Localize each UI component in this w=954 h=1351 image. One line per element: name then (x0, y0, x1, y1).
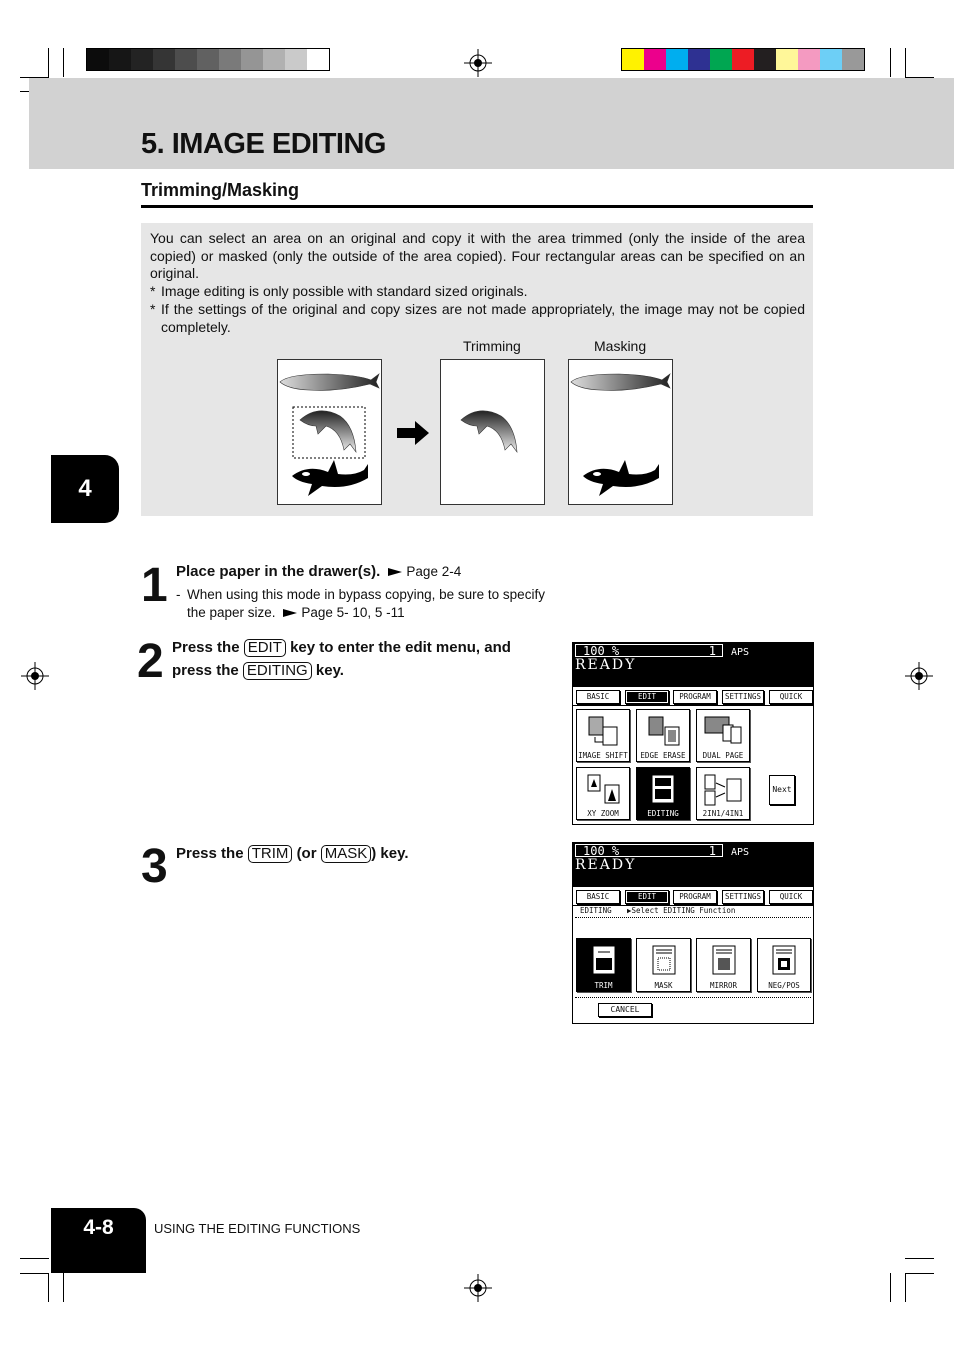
screen-tab-bar (573, 687, 813, 706)
tab-quick[interactable]: QUICK (769, 890, 813, 904)
section-subtitle: Trimming/Masking (141, 180, 300, 200)
tab-edit[interactable]: EDIT (625, 690, 669, 704)
right-arrow-icon (397, 421, 431, 445)
mirror-button[interactable] (696, 938, 751, 992)
button-label: MASK (654, 981, 673, 990)
tab-basic[interactable]: BASIC (576, 890, 620, 904)
calibration-swatch (754, 49, 776, 70)
mask-button[interactable] (636, 938, 691, 992)
breadcrumb: EDITING (580, 906, 612, 915)
calibration-swatch (820, 49, 842, 70)
calibration-swatch (87, 49, 109, 70)
zoom-percent: 100 % 1 (575, 844, 723, 857)
button-label: XY ZOOM (587, 809, 619, 818)
button-label: TRIM (594, 981, 613, 990)
dual-page-button[interactable] (696, 709, 750, 762)
button-label: 2IN1/4IN1 (702, 809, 744, 818)
breadcrumb-hint: ▶Select EDITING Function (627, 906, 736, 915)
intro-paragraph: You can select an area on an original and copy it with the area trimmed (only the inside of the area copied) or masked (only the outside of the area copied). Four rectangular areas can be specified on an original. (150, 230, 805, 281)
button-label: NEG/POS (768, 981, 800, 990)
editing-key-label: EDITING (243, 662, 312, 680)
note-standard-sizes: Image editing is only possible with standard sized originals. (161, 283, 528, 299)
button-label: DUAL PAGE (702, 751, 744, 760)
intro-box (141, 223, 813, 516)
crop-mark (48, 1273, 49, 1302)
crop-mark (20, 1258, 49, 1259)
page-ref-arrow-icon (283, 609, 297, 617)
2in1-4in1-icon (703, 773, 743, 807)
page-number: 4-8 (51, 1208, 146, 1273)
step-number: 3 (141, 840, 166, 893)
label-masking: Masking (594, 338, 647, 354)
dual-page-icon (703, 715, 743, 749)
calibration-swatch (688, 49, 710, 70)
masked-page-illustration (568, 359, 673, 505)
registration-mark-icon (905, 662, 933, 690)
tab-settings[interactable]: SETTINGS (722, 690, 764, 704)
step3-instruction (176, 842, 409, 865)
edge-erase-icon (645, 715, 681, 749)
calibration-swatch (776, 49, 798, 70)
crop-mark (20, 1273, 49, 1274)
label-trimming: Trimming (463, 338, 521, 354)
original-page-illustration (277, 359, 382, 505)
step1-page-ref[interactable]: Page 2-4 (406, 564, 462, 579)
step2-text: key. (315, 662, 344, 679)
note-mark: * (150, 283, 156, 299)
copy-quantity: 1 (708, 644, 716, 658)
crop-mark (905, 1258, 934, 1259)
step3-text: ) key. (371, 845, 409, 862)
step1-text: Place paper in the drawer(s). (176, 563, 381, 580)
step1-dash: - (176, 587, 181, 602)
calibration-swatch (842, 49, 864, 70)
color-calibration-bar (621, 48, 865, 71)
calibration-swatch (241, 49, 263, 70)
calibration-swatch (307, 49, 329, 70)
crop-mark (890, 1273, 891, 1302)
edit-menu-screen (572, 642, 814, 825)
calibration-swatch (131, 49, 153, 70)
crop-mark (890, 48, 891, 77)
calibration-swatch (798, 49, 820, 70)
step3-text: Press the (176, 845, 244, 862)
step2-text: Press the (172, 639, 240, 656)
screen-status-bar (573, 643, 813, 687)
aps-indicator: APS (731, 647, 750, 658)
editing-icon (645, 773, 681, 807)
section-rule (141, 205, 813, 208)
calibration-swatch (285, 49, 307, 70)
neg-pos-button[interactable] (757, 938, 811, 992)
tab-settings[interactable]: SETTINGS (722, 890, 764, 904)
next-page-button[interactable]: Next (769, 775, 795, 805)
xy-zoom-icon (585, 773, 621, 807)
step-number: 2 (137, 635, 162, 688)
divider (575, 917, 811, 918)
registration-mark-icon (21, 662, 49, 690)
step2-text: key to enter the edit menu, and (290, 639, 511, 656)
page-ref-arrow-icon (388, 568, 402, 576)
calibration-swatch (622, 49, 644, 70)
step1-subtext: the paper size. (187, 605, 276, 620)
registration-mark-icon (464, 49, 492, 77)
screen-status-bar (573, 843, 813, 887)
xy-zoom-button[interactable] (576, 767, 630, 820)
edge-erase-button[interactable] (636, 709, 690, 762)
calibration-swatch (263, 49, 285, 70)
trim-key-label: TRIM (248, 845, 293, 863)
crop-mark (63, 48, 64, 77)
button-label: EDGE ERASE (640, 751, 686, 760)
calibration-swatch (219, 49, 241, 70)
button-label: MIRROR (709, 981, 738, 990)
step1-instruction (176, 560, 461, 583)
page-title: 5. IMAGE EDITING (141, 128, 386, 160)
image-shift-icon (585, 715, 621, 749)
note-mark: * (150, 301, 156, 317)
crop-mark (905, 1273, 934, 1274)
crop-mark (48, 48, 49, 77)
tab-program[interactable]: PROGRAM (673, 890, 717, 904)
mirror-icon (706, 944, 742, 978)
aps-indicator: APS (731, 847, 750, 858)
neg-pos-icon (766, 944, 802, 978)
editing-function-screen (572, 842, 814, 1024)
step1-subtext-line1: When using this mode in bypass copying, be sure to specify (187, 587, 545, 602)
step1-sub-page-ref[interactable]: Page 5- 10, 5 -11 (301, 605, 405, 620)
editing-button[interactable] (636, 767, 690, 820)
step-number: 1 (141, 559, 166, 612)
calibration-swatch (732, 49, 754, 70)
zoom-percent: 100 % 1 (575, 644, 723, 657)
calibration-swatch (710, 49, 732, 70)
2in1-4in1-button[interactable] (696, 767, 750, 820)
step2-instruction (172, 636, 552, 682)
footer-section-title: USING THE EDITING FUNCTIONS (154, 1221, 361, 1236)
note-copy-sizes: If the settings of the original and copy sizes are not made appropriately, the image may not be copied completely. (161, 301, 805, 335)
tab-program[interactable]: PROGRAM (673, 690, 717, 704)
trim-button[interactable] (576, 938, 631, 992)
calibration-swatch (197, 49, 219, 70)
registration-mark-icon (464, 1274, 492, 1302)
chapter-tab: 4 (51, 455, 119, 523)
tab-edit[interactable]: EDIT (625, 890, 669, 904)
crop-mark (63, 1273, 64, 1302)
button-label: IMAGE SHIFT (578, 751, 628, 760)
crop-mark (905, 1273, 906, 1302)
screen-tab-bar (573, 887, 813, 906)
button-label: EDITING (647, 809, 679, 818)
tab-quick[interactable]: QUICK (769, 690, 813, 704)
crop-mark (905, 48, 906, 77)
step2-text: press the (172, 662, 239, 679)
calibration-swatch (175, 49, 197, 70)
trim-icon (586, 944, 622, 978)
calibration-swatch (644, 49, 666, 70)
calibration-swatch (109, 49, 131, 70)
calibration-swatch (153, 49, 175, 70)
ready-status: READY (575, 857, 637, 873)
step3-text: (or (296, 845, 317, 862)
trimmed-page-illustration (440, 359, 545, 505)
ready-status: READY (575, 657, 637, 673)
edit-key-label: EDIT (244, 639, 286, 657)
image-shift-button[interactable] (576, 709, 630, 762)
calibration-swatch (666, 49, 688, 70)
divider (575, 997, 811, 998)
tab-basic[interactable]: BASIC (576, 690, 620, 704)
step1-subtext-line2 (187, 604, 405, 623)
cancel-button[interactable]: CANCEL (598, 1003, 652, 1017)
mask-key-label: MASK (321, 845, 372, 863)
mask-icon (646, 944, 682, 978)
grayscale-calibration-bar (86, 48, 330, 71)
copy-quantity: 1 (708, 844, 716, 858)
